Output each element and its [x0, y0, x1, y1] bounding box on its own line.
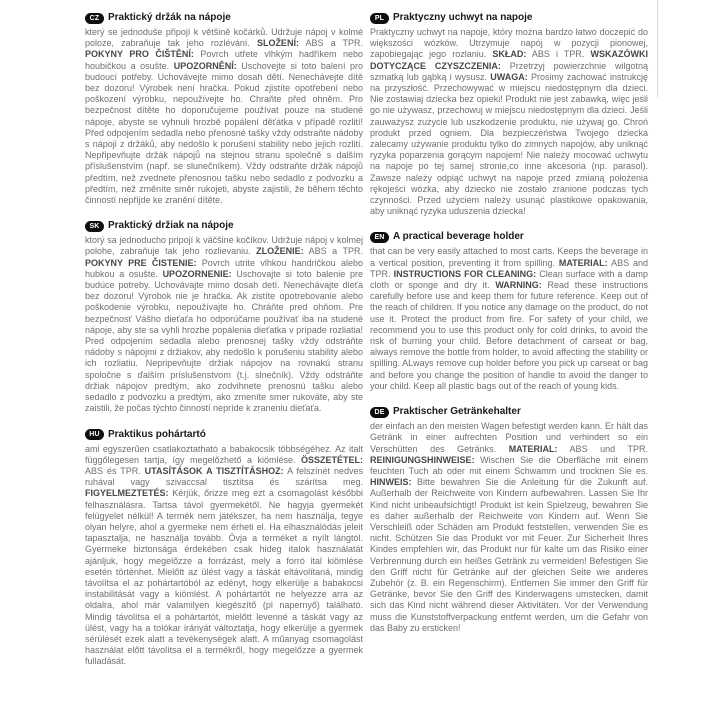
left-column: [85, 12, 363, 682]
section-title-cz: Praktický držák na nápoje: [108, 12, 231, 23]
section-body-de: der einfach an den meisten Wagen befestigt werden kann. Er hält das Getränk in einer aufrechten Position und verhindert so ein Verschütten des Getränks. MATERIAL: ABS und TPR. REINIGUNGSHINWEISE: Wischen Sie die Oberfläche mit einem feuchten Tuch ab oder mit einem Schwamm und trocknen Sie es. HINWEIS: Bitte bewahren Sie die Anleitung für die Zukunft auf. Außerhalb der Reichweite von Kindern aufbewahren. Lassen Sie Ihr Kind nicht unbeaufsichtigt! Produkt ist kein Spielzeug, bewahren Sie es daher außerhalb der Reichweite von Kindern auf. Wenn Sie Verschleiß oder Schäden am Produkt feststellen, verwenden Sie es nicht. Schützen Sie das Produkt vor mit Feuer. Zur Sicherheit Ihres Kindes empfehlen wir, das Produkt nur für kalte um das Risiko einer Verbrennung durch ein heißes Getränk zu vermeiden! Befestigen Sie den Griff nicht für Getränke auf der gleichen Seite wie anderes Zubehör (z. B. ein Regenschirm). Entfernen Sie immer den Griff für Getränke, bevor Sie den Griff des Kinderwagens umstecken, damit sich das Kind nicht während dieser Aktivitäten. Vor der Verwendung muss die Kunststoffverpackung entfernt werden, um die Gefahr von das Baby zu ersticken!: [370, 421, 649, 633]
section-sk: [85, 220, 363, 414]
section-title-sk: Praktický držiak na nápoje: [108, 220, 234, 232]
section-header-en: [370, 231, 648, 243]
section-title-pl: Praktyczny uchwyt na napoje: [393, 12, 533, 23]
section-body-hu: ami egyszerűen csatlakoztatható a babakocsik többségéhez. Az italt függőlegesen tartja, így megelőzhető a kiömlése. ÖSSZETÉTEL: ABS és TPR. UTASÍTÁSOK A TISZTÍTÁSHOZ: A felszínét nedves ruhával vagy szivaccsal tisztítsa és szárítsa meg. FIGYELMEZTETÉS: Kérjük, őrizze meg ezt a csomagolást későbbi felhasználásra. Tartsa távol gyermekétől. Ne hagyja gyermekét felügyelet nélkül! A termék nem játékszer, ha nem használja, tegye olyan helyre, ahol a gyermeke nem érheti el. Ha elhasználódás jeleit tapasztalja, ne használja tovább. Óvja a terméket a nyílt lángtól. Gyermeke biztonsága érdekében csak hideg italok használatát ajánljuk, hogy megelőzze a forrázást, mely a forró ital kiömlése esetén történhet. Mielőtt az ülést vagy a táskát eltávolítaná, mindig távolítsa el az pohártartóból az edényt, hogy elkerülje a babakocsi instabilitását vagy a kiömlést. A pohártartót ne helyezze arra az oldalra, ahol már valamilyen kiegészítő (pl napernyő) található. Mindig távolítsa el a pohártartót, mielőtt levenné a táskát vagy az ülést, vagy ha a tolókar irányát változtatja, hogy elkerülje a gyermek sérülését ezek alatt a tevékenységek alatt. A műanyag csomagolást használat előtt távolítsa el a termékről, hogy megelőzze a gyermek fulladását.: [85, 443, 363, 667]
section-header-sk: [85, 220, 363, 232]
language-badge-pl: PL: [370, 13, 389, 24]
language-badge-cz: CZ: [85, 13, 104, 24]
section-title-hu: Praktikus pohártartó: [108, 428, 206, 440]
section-header-hu: [85, 429, 363, 441]
right-column: [370, 12, 648, 682]
language-badge-de: DE: [370, 407, 389, 418]
section-header-de: [370, 406, 648, 418]
scan-edge-line: [657, 0, 658, 97]
section-cz: [85, 12, 363, 206]
language-badge-sk: SK: [85, 221, 104, 232]
language-badge-hu: HU: [85, 429, 104, 440]
section-hu: [85, 429, 363, 668]
section-title-en: A practical beverage holder: [393, 231, 524, 243]
section-body-cz: který se jednoduše připojí k většině kočárků. Udržuje nápoj v kolmé poloze, zabraňuje tak jeho rozlévání. SLOŽENÍ: ABS a TPR. POKYNY PRO ČIŠTĚNÍ: Povrch utřete vlhkým hadříkem nebo houbičkou a osušte. UPOZORNĚNÍ: Uschovejte si toto balení pro budoucí potřeby. Uchovávejte mimo dosah dětí. Nenechávejte dítě bez dozoru! Výrobek není hračka. Pokud zjistíte opotřebení nebo poškození výrobku, nepoužívejte ho. Chraňte před ohněm. Pro bezpečnost dítěte ho doporučujeme používat pouze na studené nápoje, abyste se vyhnuli hrozbě popálení děťátka v případě rozlití! Před odpojením sedadla nebo přenosné tašky vždy odstraňte nádoby s nápoji z držáků, aby nedošlo k porušení stability nebo jejich rozlití. Nepřipevňujte držák nápojů na stejnou stranu společně s dalším příslušenstvím (např. se slunečníkem). Vždy odstraňte držák nápojů předtím, než zvednete přenosnou tašku nebo sedadlo z podvozku a předtím, než změníte směr rukojeti, abyste zajistili, že během těchto činností nepřijde ke zranění dítěte.: [85, 27, 363, 206]
section-body-en: that can be very easily attached to most carts. Keeps the beverage in a vertical position, preventing it from spilling. MATERIAL: ABS and TPR. INSTRUCTIONS FOR CLEANING: Clean surface with a damp cloth or sponge and dry it. WARNING: Read these instructions carefully before use and keep them for future reference. Keep out of the reach of children. If you notice any damage on the product, do not use it. Protect the product from fire. For safety of your child, we recommend you to use this product only for cold drinks, to avoid the risk of burning your child. Before detachment of carseat or bag, always remove the bottle from holder, to avoid affecting the stability or spilling. ALways remove cup holder before you pick up carseat or bag and before you change the position of handle to avoid the danger to your child. Keep all plastic bags out of the reach of young kids.: [370, 246, 648, 391]
section-header-cz: [85, 12, 363, 24]
section-header-pl: [370, 12, 648, 24]
section-en: [370, 231, 648, 392]
section-body-pl: Praktyczny uchwyt na napoje, który można bardzo łatwo doczepić do większości wózków. Utrzymuje napój w pozycji pionowej, zapobiegając jego rozlaniu. SKŁAD: ABS i TPR. WSKAZÓWKI DOTYCZĄCE CZYSZCZENIA: Przetrzyj powierzchnie wilgotną szmatką lub gąbką i wysusz. UWAGA: Prosimy zachować instrukcję na przyszłość. Przechowywać w miejscu niedostępnym dla dzieci. Nie zostawiaj dziecka bez opieki! Produkt nie jest zabawką, więc jeśli go nie używasz, przechowuj w miejscu niedostępnym dla dzieci. Jeśli zauważysz zużycie lub uszkodzenie produktu, nie używaj go. Chroń produkt przed ogniem. Dla bezpieczeństwa Twojego dziecka zalecamy używanie produktu tylko do zimnych napojów, aby uniknąć ryzyka poparzenia gorącym napojem! Nie należy mocować uchwytu na napoje po tej samej stronie,co inne akcesoria (np. parasol). Zawsze należy odpiąć uchwyt na napoje przed zmianą położenia rękojeści wózka, aby dziecko nie zostało zranione podczas tych czynności. Przed użyciem należy usunąć plastikowe opakowania, aby uniknąć ryzyka uduszenia dziecka!: [370, 27, 649, 217]
section-de: [370, 406, 648, 634]
section-title-de: Praktischer Getränkehalter: [393, 406, 521, 418]
section-pl: [370, 12, 648, 217]
language-badge-en: EN: [370, 232, 389, 243]
columns-container: [85, 12, 648, 682]
section-body-sk: ktorý sa jednoducho pripojí k väčšine kočíkov. Udržuje nápoj v kolmej polohe, zabraňuje tak jeho rozlievaniu. ZLOŽENIE: ABS a TPR. POKYNY PRE ČISTENIE: Povrch utrite vlhkou handričkou alebo hubkou a osušte. UPOZORNENIE: Uschovajte si toto balenie pre budúce potreby. Uchovávajte mimo dosah detí. Nenechávajte dieťa bez dozoru! Výrobok nie je hračka. Ak zistíte opotrebovanie alebo poškodenie výrobku, nepoužívajte ho. Chráňte pred ohňom. Pre bezpečnosť Vášho dieťaťa ho odporúčame používať iba na studené nápoje, aby ste sa vyhli hrozbe popálenia dieťatka v prípade rozliatia! Pred odpojením sedadla alebo prenosnej tašky vždy odstráňte nádoby s nápojmi z držiakov, aby nedošlo k porušeniu stability alebo ich rozliatiu. Nepripevňujte držiak nápojov na rovnakú stranu spoločne s ďalším príslušenstvom (t.j. slnečník). Vždy odstráňte držiak nápojov predtým, ako zodvihnete prenosnú tašku alebo sedadlo z podvozku a predtým, ako zmeníte smer rukoväte, aby ste zaistili, že počas týchto činností nepríde k zraneniu dieťaťa.: [85, 235, 364, 414]
